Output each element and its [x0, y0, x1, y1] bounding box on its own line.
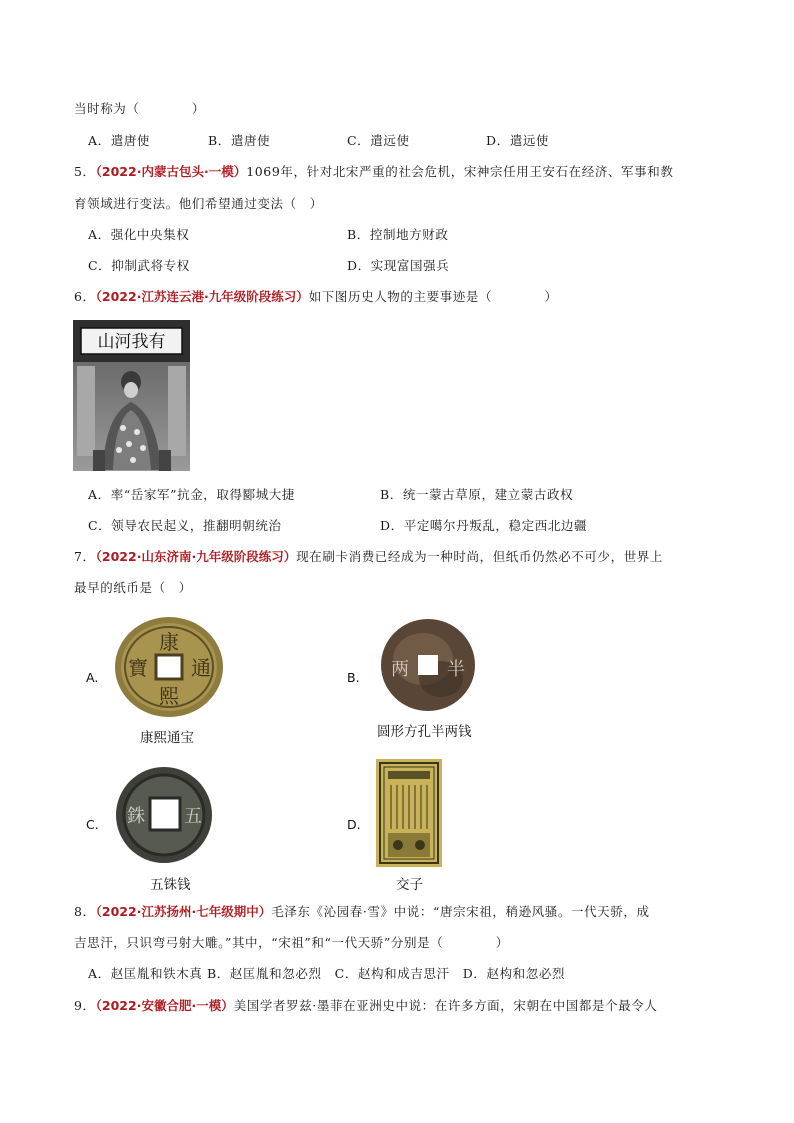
q5-stem-text: 1069年，针对北宋严重的社会危机，宋神宗任用王安石在经济、军事和教 — [246, 164, 674, 179]
q6-option-c: C．领导农民起义，推翻明朝统治 — [88, 518, 282, 533]
q9-number: 9． — [74, 998, 96, 1013]
q7-choice-a-letter: A. — [86, 670, 99, 685]
coin-char-right: 五 — [184, 806, 202, 827]
coin-char-left: 寶 — [128, 656, 148, 680]
q4-option-c: C．遣远使 — [347, 133, 410, 148]
q5-stem-line1 — [74, 164, 673, 180]
q7-number: 7． — [74, 549, 96, 564]
q8-options: A．赵匡胤和铁木真 B．赵匡胤和忽必烈 C．赵构和成吉思汗 D．赵构和忽必烈 — [88, 966, 566, 981]
q7-choice-a-caption: 康熙通宝 — [140, 730, 194, 746]
q7-choice-b-letter: B. — [347, 670, 360, 685]
q6-option-a: A．率“岳家军”抗金，取得郾城大捷 — [88, 487, 296, 502]
q6-number: 6． — [74, 289, 96, 304]
coin-char-top: 康 — [159, 630, 179, 654]
q9-source: （2022·安徽合肥·一模） — [95, 998, 234, 1013]
q6-option-b: B．统一蒙古草原，建立蒙古政权 — [380, 487, 574, 502]
kangxi-coin-image — [113, 615, 225, 719]
q5-option-c: C．抑制武将专权 — [88, 258, 190, 273]
q6-stem-text: 如下图历史人物的主要事迹是（ ） — [308, 289, 558, 304]
coin-char-bottom: 熙 — [159, 684, 179, 708]
jiaozi-banknote-image — [376, 759, 442, 867]
q7-choice-c-caption: 五铢钱 — [150, 877, 191, 893]
q8-stem-text: 毛泽东《沁园春·雪》中说：“唐宗宋祖，稍逊风骚。一代天骄，成 — [271, 904, 650, 919]
q9-stem — [74, 998, 657, 1014]
q6-stem — [74, 289, 558, 305]
q7-stem-line2: 最早的纸币是（ ） — [74, 580, 192, 595]
emperor-portrait-image — [73, 320, 190, 471]
q8-source: （2022·江苏扬州·七年级期中） — [95, 904, 272, 919]
wuzhu-coin-image — [114, 765, 214, 865]
coin-char-right: 通 — [191, 656, 211, 680]
q4-option-b: B．遣唐使 — [208, 133, 271, 148]
q7-choice-d-caption: 交子 — [396, 877, 423, 893]
q5-source: （2022·内蒙古包头·一模） — [95, 164, 247, 179]
q7-source: （2022·山东济南·九年级阶段练习） — [95, 549, 297, 564]
coin-char-right: 半 — [447, 659, 465, 680]
q8-stem-line2: 吉思汗，只识弯弓射大雕。”其中，“宋祖”和“一代天骄”分别是（ ） — [74, 935, 509, 950]
q8-stem-line1 — [74, 904, 650, 920]
q5-number: 5． — [74, 164, 96, 179]
plaque-text: 山河我有 — [97, 332, 166, 352]
q7-stem-line1 — [74, 549, 663, 565]
q7-stem-text: 现在刷卡消费已经成为一种时尚，但纸币仍然必不可少，世界上 — [296, 549, 664, 564]
q4-stem-tail: 当时称为（ ） — [74, 101, 206, 116]
q6-source: （2022·江苏连云港·九年级阶段练习） — [95, 289, 309, 304]
q5-option-d: D．实现富国强兵 — [347, 258, 450, 273]
q9-stem-text: 美国学者罗兹·墨菲在亚洲史中说：在许多方面，宋朝在中国都是个最令人 — [233, 998, 658, 1013]
q4-option-d: D．遣远使 — [486, 133, 550, 148]
q4-option-a: A．遣唐使 — [88, 133, 151, 148]
q7-choice-b-caption: 圆形方孔半两钱 — [377, 724, 472, 740]
q6-option-d: D．平定噶尔丹叛乱，稳定西北边疆 — [380, 518, 588, 533]
coin-char-left: 銖 — [127, 806, 145, 827]
q5-option-a: A．强化中央集权 — [88, 227, 190, 242]
banliang-coin-image — [379, 617, 477, 713]
q5-stem-line2: 育领域进行变法。他们希望通过变法（ ） — [74, 196, 323, 211]
coin-char-left: 两 — [391, 659, 409, 680]
q8-number: 8． — [74, 904, 96, 919]
q7-choice-d-letter: D. — [347, 817, 361, 832]
q7-choice-c-letter: C. — [86, 817, 99, 832]
q5-option-b: B．控制地方财政 — [347, 227, 449, 242]
